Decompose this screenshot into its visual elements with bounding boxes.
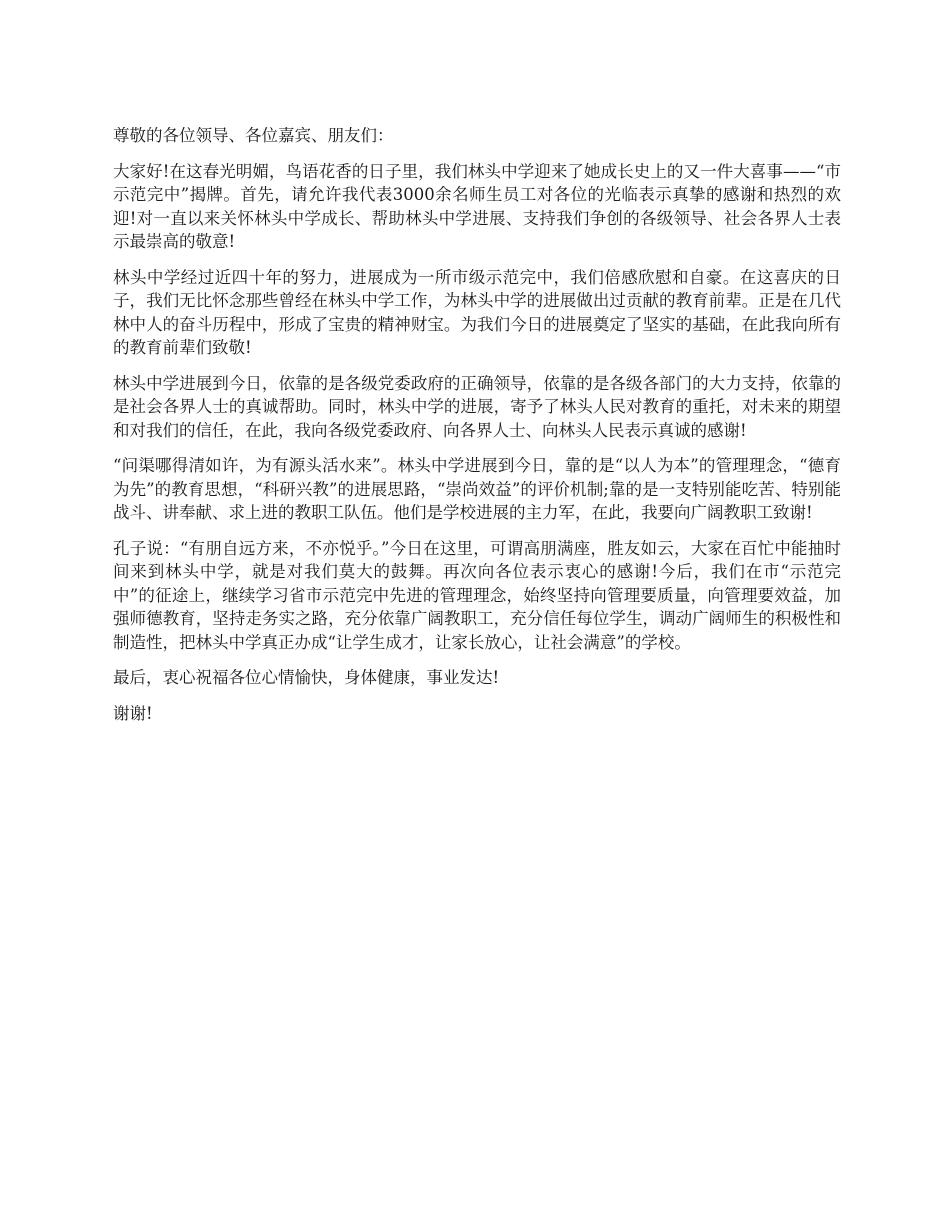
salutation: 尊敬的各位领导、各位嘉宾、朋友们： bbox=[113, 126, 394, 145]
closing: 谢谢! bbox=[113, 703, 153, 723]
speech-document bbox=[113, 124, 841, 737]
paragraph-thanks-government: 林头中学进展到今日，依靠的是各级党委政府的正确领导，依靠的是各级各部门的大力支持，依靠的是社会各界人士的真诚帮助。同时，林头中学的进展，寄予了林头人民对教育的重托，对未来的期望和对我们的信任，在此，我向各级党委政府、向各界人士、向林头人民表示真诚的感谢! bbox=[113, 373, 841, 440]
paragraph-future: 孔子说：“有朋自远方来，不亦悦乎。”今日在这里，可谓高朋满座，胜友如云，大家在百忙中能抽时间来到林头中学，就是对我们莫大的鼓舞。再次向各位表示衷心的感谢!今后，我们在市“示范完中”的征途上，继续学习省市示范完中先进的管理理念，始终坚持向管理要质量，向管理要效益，加强师德教育，坚持走务实之路，充分依靠广阔教职工，充分信任每位学生，调动广阔师生的积极性和制造性，把林头中学真正办成“让学生成才，让家长放心，让社会满意”的学校。 bbox=[113, 538, 841, 652]
paragraph-welcome: 大家好!在这春光明媚，鸟语花香的日子里，我们林头中学迎来了她成长史上的又一件大喜事——“市示范完中”揭牌。首先，请允许我代表3000余名师生员工对各位的光临表示真挚的感谢和热烈的欢迎!对一直以来关怀林头中学成长、帮助林头中学进展、支持我们争创的各级领导、社会各界人士表示最崇高的敬意! bbox=[113, 161, 841, 251]
paragraph-history: 林头中学经过近四十年的努力，进展成为一所市级示范完中，我们倍感欣慰和自豪。在这喜庆的日子，我们无比怀念那些曾经在林头中学工作，为林头中学的进展做出过贡献的教育前辈。正是在几代林中人的奋斗历程中，形成了宝贵的精神财宝。为我们今日的进展奠定了坚实的基础，在此我向所有的教育前辈们致敬! bbox=[113, 267, 841, 357]
paragraph-management: “问渠哪得清如许，为有源头活水来”。林头中学进展到今日，靠的是“以人为本”的管理理念，“德育为先”的教育思想，“科研兴教”的进展思路，“崇尚效益”的评价机制;靠的是一支特别能吃苦、特别能战斗、讲奉献、求上进的教职工队伍。他们是学校进展的主力军，在此，我要向广阔教职工致谢! bbox=[113, 456, 841, 522]
paragraph-blessing: 最后，衷心祝福各位心情愉快，身体健康，事业发达! bbox=[113, 668, 500, 687]
